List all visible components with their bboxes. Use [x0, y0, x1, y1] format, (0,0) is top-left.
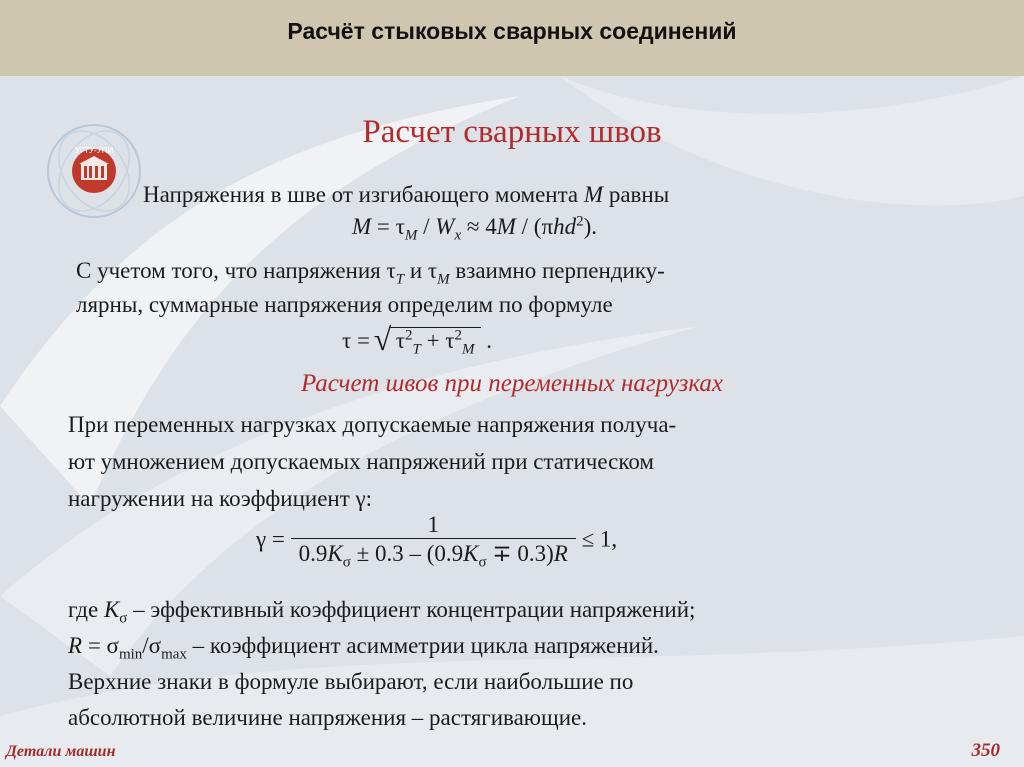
formula-moment: $M = \tau_M / W_x \approx 4M / (\pi hd^2)$. [352, 213, 598, 244]
formula-gamma: γ = $\frac{1}{0.9K_\sigma \pm 0.3 - (0.9K_\sigma \mp 0.3)R}$ ≤ 1, [256, 512, 618, 571]
square-root: √ $\tau^2_T + \tau^2_M$ [376, 328, 481, 354]
paragraph-3: При переменных нагрузках допускаемые напряжения получа- ют умножением допускаемых напряжений при статическом нагружении на коэффициент γ: [68, 412, 677, 511]
page-title: Расчёт стыковых сварных соединений [287, 18, 737, 44]
formula-total-stress: τ = √ $\tau^2_T + \tau^2_M$ . [342, 328, 492, 354]
paragraph-2: С учетом того, что напряжения $\tau_T$ и $\tau_M$ взаимно перпендику- лярны, суммарные напряжения определим по формуле [76, 258, 665, 317]
slide [0, 76, 1024, 767]
slide-title: Расчет сварных швов [362, 114, 662, 150]
top-bar [0, 0, 1024, 76]
paragraph-4: где $K_\sigma$ – эффективный коэффициент концентрации напряжений; $R = \sigma_{min}/\sigma_{max}$ – коэффициент асимметрии цикла напряжений. Верхние знаки в формуле выбирают, если наибольшие по абсолютной величине напряжения – растягивающие. [68, 597, 696, 730]
page-number: 350 [971, 740, 1000, 761]
paragraph-1: Напряжения в шве от изгибающего момента M равны [143, 182, 670, 207]
emblem-text: УГТУ-УПИ [74, 146, 114, 155]
fraction: $\frac{1}{0.9K_\sigma \pm 0.3 - (0.9K_\sigma \mp 0.3)R}$ [291, 512, 576, 567]
footer-course-name: Детали машин [6, 743, 116, 760]
section-subtitle: Расчет швов при переменных нагрузках [300, 370, 724, 397]
